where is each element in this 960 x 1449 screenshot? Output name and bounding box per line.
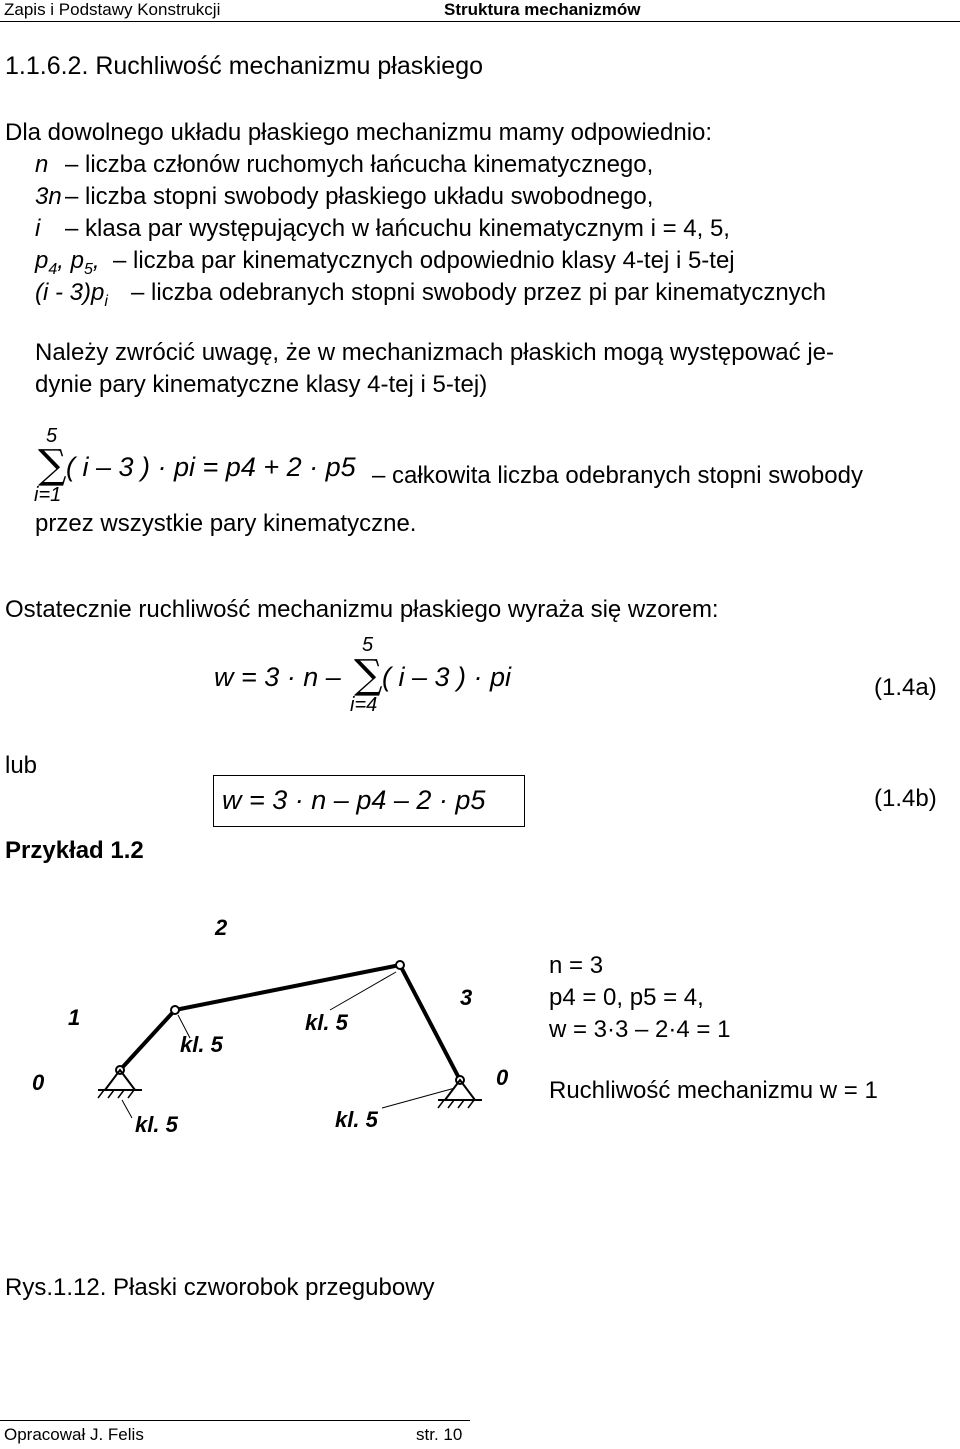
- calc-line-1: n = 3: [549, 952, 604, 979]
- label-kl5-d: kl. 5: [335, 1107, 378, 1132]
- final-intro: Ostatecznie ruchliwość mechanizmu płaskiego wyraża się wzorem:: [5, 596, 719, 623]
- four-bar-linkage-figure: [0, 900, 520, 1170]
- sum-body: ( i – 3 ) · pi = p4 + 2 · p5: [66, 452, 356, 482]
- label-kl5-a: kl. 5: [135, 1112, 178, 1137]
- formula-a-label: (1.4a): [874, 674, 937, 701]
- label-link-3: 3: [460, 985, 473, 1010]
- header-right: Struktura mechanizmów: [444, 0, 641, 19]
- calc-result: Ruchliwość mechanizmu w = 1: [549, 1077, 878, 1104]
- sum-description-2: przez wszystkie pary kinematyczne.: [35, 510, 417, 537]
- def-3n: 3n – liczba stopni swobody płaskiego układu swobodnego,: [35, 183, 654, 210]
- section-title: 1.1.6.2. Ruchliwość mechanizmu płaskiego: [5, 52, 484, 80]
- link-3: [400, 965, 460, 1080]
- formula-a-upper: 5: [362, 634, 374, 656]
- link-2: [175, 965, 400, 1010]
- note-line-1: Należy zwrócić uwagę, że w mechanizmach płaskich mogą występować je-: [35, 339, 834, 366]
- link-1: [120, 1010, 175, 1070]
- joint-c: [396, 961, 404, 969]
- sum-upper-limit: 5: [46, 425, 58, 447]
- example-title: Przykład 1.2: [5, 837, 144, 864]
- joint-b: [171, 1006, 179, 1014]
- label-ground-right: 0: [496, 1065, 509, 1090]
- label-kl5-c: kl. 5: [305, 1010, 348, 1035]
- sigma-symbol: ∑: [38, 442, 67, 488]
- formula-b-label: (1.4b): [874, 785, 937, 812]
- sigma-symbol-a: ∑: [354, 652, 383, 698]
- formula-a-rhs: ( i – 3 ) · pi: [382, 662, 512, 692]
- label-link-1: 1: [68, 1005, 81, 1030]
- formula-a-lhs: w = 3 · n –: [214, 662, 341, 692]
- calc-line-3: w = 3·3 – 2·4 = 1: [549, 1016, 731, 1043]
- lub-text: lub: [5, 752, 38, 779]
- def-i3pi: $(i - 3)p_i$ – liczba odebranych stopni swobody przez pi par kinematycznych: [35, 279, 827, 310]
- header-left: Zapis i Podstawy Konstrukcji: [4, 0, 221, 19]
- def-n: n – liczba członów ruchomych łańcucha kinematycznego,: [35, 151, 654, 178]
- label-ground-left: 0: [32, 1070, 45, 1095]
- label-kl5-b: kl. 5: [180, 1032, 223, 1057]
- note-line-2: dynie pary kinematyczne klasy 4-tej i 5-tej): [35, 371, 488, 398]
- header-rule: [0, 21, 960, 22]
- def-p4p5: $p_4$, $p_5$, – liczba par kinematycznych odpowiednio klasy 4-tej i 5-tej: [35, 247, 735, 278]
- calc-line-2: p4 = 0, p5 = 4,: [549, 984, 704, 1011]
- sum-lower-limit: i=1: [34, 484, 62, 506]
- footer-page: str. 10: [416, 1425, 463, 1444]
- intro-text: Dla dowolnego układu płaskiego mechanizmu mamy odpowiednio:: [5, 119, 713, 146]
- formula-b-expr: w = 3 · n – p4 – 2 · p5: [222, 785, 486, 815]
- footer-rule: [0, 1420, 470, 1421]
- figure-caption: Rys.1.12. Płaski czworobok przegubowy: [5, 1274, 435, 1301]
- formula-a-lower: i=4: [350, 694, 378, 716]
- sum-description: – całkowita liczba odebranych stopni swobody: [372, 462, 863, 489]
- label-link-2: 2: [215, 915, 228, 940]
- footer-left: Opracował J. Felis: [4, 1425, 144, 1444]
- def-i: i – klasa par występujących w łańcuchu kinematycznym i = 4, 5,: [35, 215, 730, 242]
